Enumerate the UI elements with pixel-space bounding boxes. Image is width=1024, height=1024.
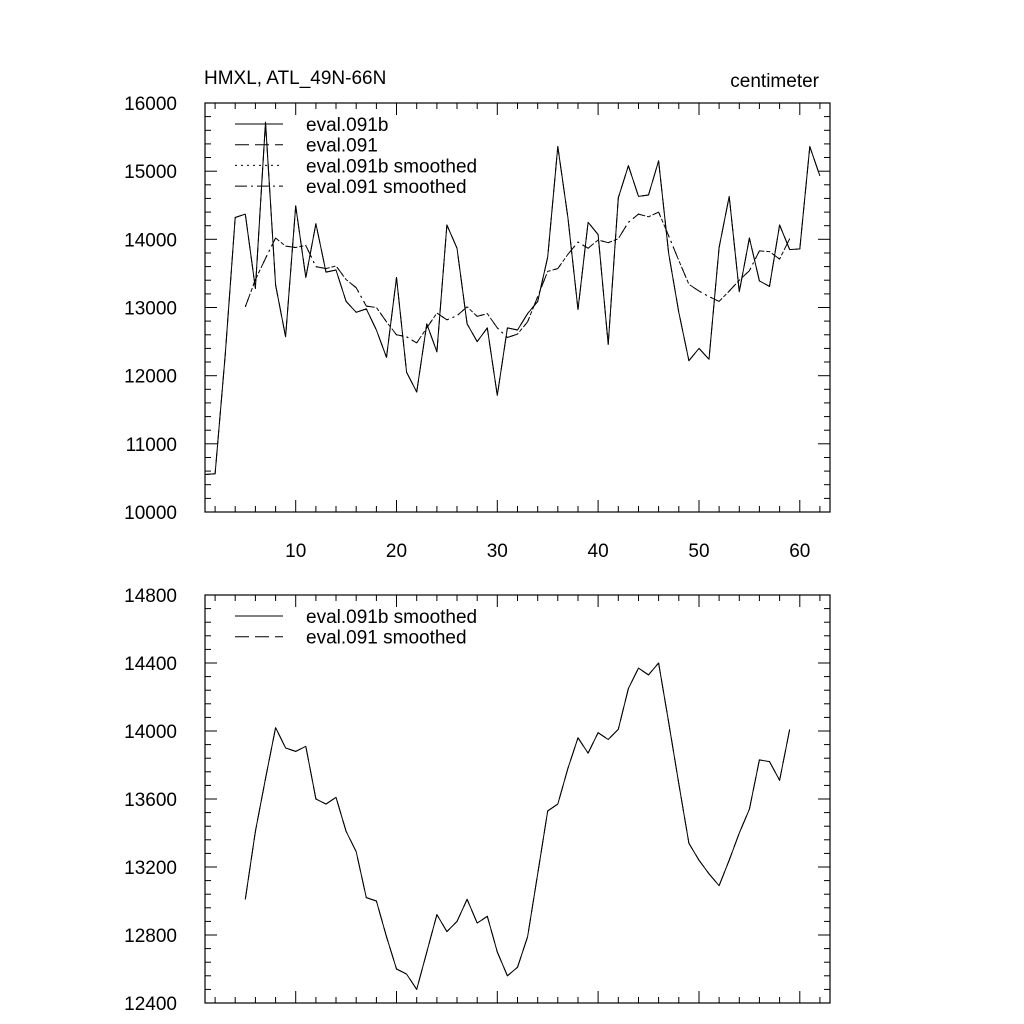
series-line-eval-091b-smoothed	[245, 212, 789, 343]
x-tick-label: 50	[688, 541, 710, 562]
units-label: centimeter	[730, 71, 819, 92]
legend-label: eval.091 smoothed	[306, 177, 467, 199]
legend-label: eval.091b smoothed	[306, 156, 478, 178]
series-line-eval-091-smoothed	[245, 212, 789, 343]
series-line-eval-091-smoothed	[245, 663, 789, 989]
y-tick-label: 15000	[124, 162, 177, 184]
chart-title: HMXL, ATL_49N-66N	[204, 68, 387, 89]
legend-label: eval.091b	[306, 115, 389, 136]
y-tick-label: 14800	[124, 586, 177, 607]
legend-label: eval.091 smoothed	[306, 627, 467, 649]
x-tick-label: 60	[789, 541, 811, 562]
y-tick-label: 12800	[124, 926, 177, 947]
y-tick-label: 13200	[124, 858, 177, 879]
y-tick-label: 10000	[124, 503, 177, 524]
y-tick-label: 13600	[124, 790, 177, 811]
plot-frame	[205, 103, 830, 512]
y-tick-label: 14400	[124, 654, 177, 675]
y-tick-label: 14000	[124, 230, 177, 252]
x-tick-label: 30	[486, 541, 508, 562]
y-tick-label: 11000	[125, 434, 177, 456]
x-tick-label: 10	[285, 541, 307, 562]
y-tick-label: 16000	[124, 94, 177, 115]
x-tick-label: 40	[587, 541, 609, 562]
y-tick-label: 12000	[124, 366, 177, 388]
series-line-eval-091	[205, 122, 820, 474]
plot-frame	[205, 595, 830, 1003]
top-panel	[124, 68, 830, 562]
y-tick-label: 12400	[124, 994, 177, 1015]
bottom-panel	[124, 586, 830, 1015]
y-tick-label: 13000	[124, 298, 177, 320]
legend-label: eval.091	[306, 135, 378, 157]
legend-label: eval.091b smoothed	[306, 607, 478, 628]
x-tick-label: 20	[385, 541, 408, 562]
y-tick-label: 14000	[124, 722, 177, 743]
series-line-eval-091b	[205, 122, 820, 474]
series-line-eval-091b-smoothed	[245, 663, 789, 989]
